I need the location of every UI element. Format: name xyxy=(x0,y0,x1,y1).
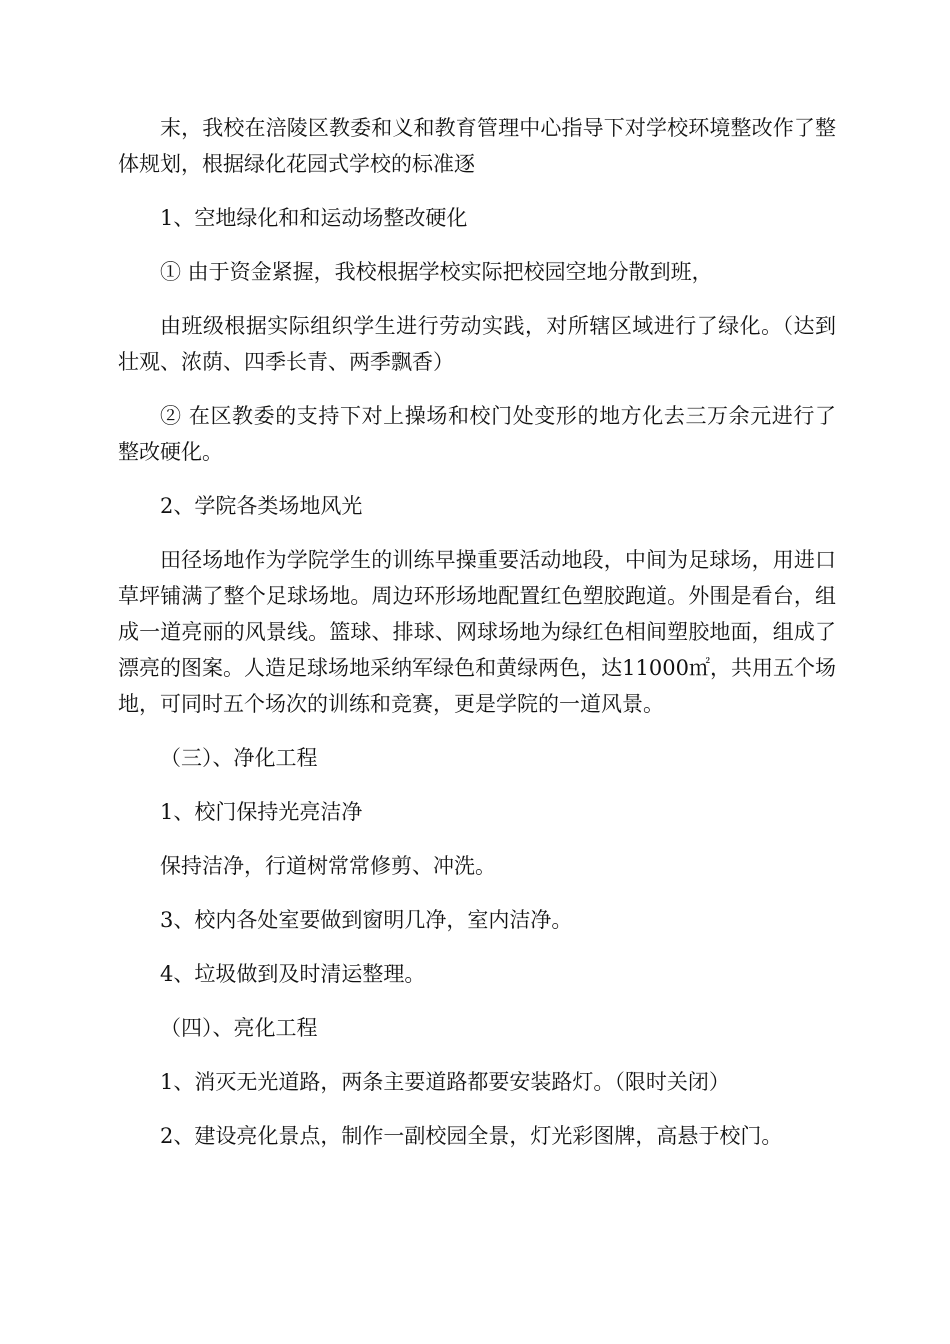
paragraph-funding: ① 由于资金紧握，我校根据学校实际把校园空地分散到班， xyxy=(160,260,713,284)
paragraph-planning: 末，我校在涪陵区教委和义和教育管理中心指导下对学校环境整改作了整体规划，根据绿化花园式学校的标准逐 xyxy=(118,116,836,176)
heading-greening-hardening: 1、空地绿化和和运动场整改硬化 xyxy=(160,206,468,230)
document-body xyxy=(118,110,836,1154)
heading-lighting: （四）、亮化工程 xyxy=(160,1016,318,1040)
paragraph-hardening: ② 在区教委的支持下对上操场和校门处变形的地方化去三万余元进行了整改硬化。 xyxy=(118,404,836,464)
item-gate-clean: 1、校门保持光亮洁净 xyxy=(160,800,363,824)
paragraph-class-greening: 由班级根据实际组织学生进行劳动实践，对所辖区域进行了绿化。（达到壮观、浓荫、四季长青、两季飘香） xyxy=(118,314,836,374)
item-offices-clean: 3、校内各处室要做到窗明几净，室内洁净。 xyxy=(160,908,573,932)
heading-sports-fields: 2、学院各类场地风光 xyxy=(160,494,363,518)
item-garbage: 4、垃圾做到及时清运整理。 xyxy=(160,962,426,986)
item-lighting-scenery: 2、建设亮化景点，制作一副校园全景，灯光彩图牌，高悬于校门。 xyxy=(160,1124,783,1148)
paragraph-sports-fields: 田径场地作为学院学生的训练早操重要活动地段，中间为足球场，用进口草坪铺满了整个足球场地。周边环形场地配置红色塑胶跑道。外围是看台，组成一道亮丽的风景线。篮球、排球、网球场地为绿红色相间塑胶地面，组成了漂亮的图案。人造足球场地采纳军绿色和黄绿两色，达11000㎡，共用五个场地，可同时五个场次的训练和竞赛，更是学院的一道风景。 xyxy=(118,548,836,716)
paragraph-keep-clean: 保持洁净，行道树常常修剪、冲洗。 xyxy=(160,854,496,878)
heading-purification: （三）、净化工程 xyxy=(160,746,318,770)
item-street-lights: 1、消灭无光道路，两条主要道路都要安装路灯。（限时关闭） xyxy=(160,1070,730,1094)
